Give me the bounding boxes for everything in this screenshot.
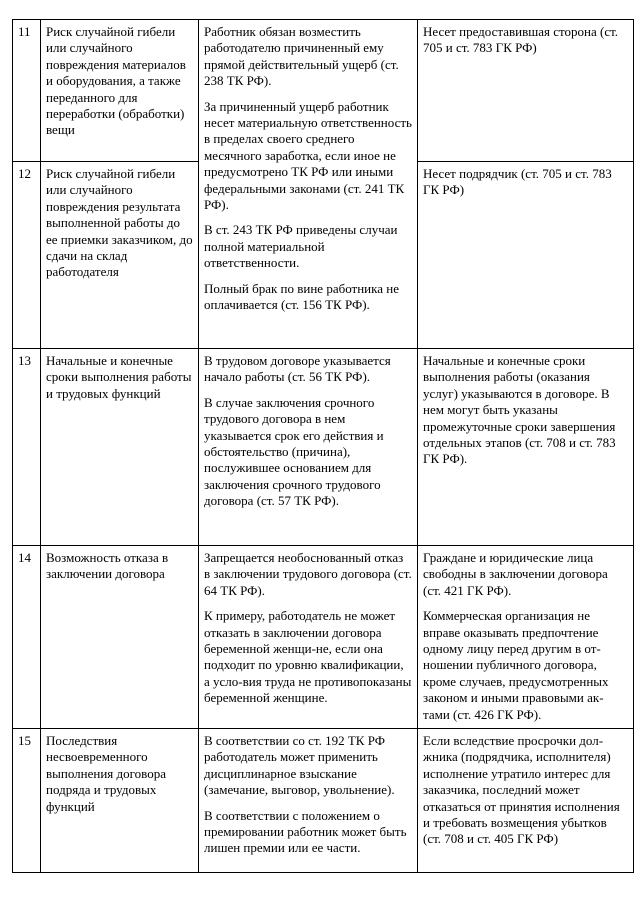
labor-law-cell [199,729,418,873]
civil-paragraph: Несет предоставившая сторона (ст. 705 и ст. 783 ГК РФ) [423,24,619,56]
table-row-15 [13,729,634,873]
table-row-11 [13,20,634,162]
topic-text: Возможность отказа в заключении договора [46,550,169,582]
row-number: 12 [13,162,41,349]
topic-text: Риск случайной гибели или случайного повреждения материалов и оборудования, а также переданного для переработки (обработки) вещи [46,24,186,138]
topic-text: Начальные и конечные сроки выполнения работы и трудовых функций [46,353,192,401]
row-topic [41,349,199,546]
labor-law-cell [199,349,418,546]
civil-paragraph: Несет подрядчик (ст. 705 и ст. 783 ГК РФ) [423,166,612,198]
labor-paragraph: Работник обязан возместить работодателю причиненный ему прямой действительный ущерб (ст. 238 ТК РФ). [204,24,399,89]
civil-law-cell [418,546,634,729]
civil-paragraph: Граждане и юридические лица свободны в заключении договора (ст. 421 ГК РФ). [423,550,608,598]
labor-paragraph: За причиненный ущерб работник несет материальную ответственность в пределах своего среднего месячного заработка, если иное не предусмотрено ТК РФ или иными федеральными законами (ст. 241 ТК РФ). [204,98,412,213]
labor-paragraph: В соответствии со ст. 192 ТК РФ работодатель может применить дисциплинарное взыскание (замечание, выговор, увольнение). [204,733,395,798]
labor-paragraph: Запрещается необоснованный отказ в заключении трудового договора (ст. 64 ТК РФ). [204,550,412,598]
row-topic [41,729,199,873]
civil-law-cell [418,729,634,873]
row-number: 15 [13,729,41,873]
labor-law-cell-merged [199,20,418,349]
labor-paragraph: В ст. 243 ТК РФ приведены случаи полной материальной ответственности. [204,222,398,271]
civil-paragraph: Если вследствие просрочки дол-жника (подрядчика, исполнителя) исполнение утратило интерес для заказчика, последний может отказаться от принятия исполнения и требовать возмещения убытков (ст. 708 и ст. 405 ГК РФ) [423,733,620,847]
row-topic [41,546,199,729]
civil-paragraph: Начальные и конечные сроки выполнения работы (оказания услуг) указываются в договоре. В нем могут быть указаны промежуточные сроки завершения отдельных этапов (ст. 708 и ст. 783 ГК РФ). [423,353,616,467]
row-number: 14 [13,546,41,729]
row-topic [41,162,199,349]
table-row-13 [13,349,634,546]
labor-law-cell [199,546,418,729]
labor-paragraph: К примеру, работодатель не может отказать в заключении договора беременной женщи-не, если она подходит по уровню квалификации, а усло-вия труда не противопоказаны беременной женщине. [204,608,412,706]
row-number: 13 [13,349,41,546]
civil-paragraph: Коммерческая организация не вправе оказывать предпочтение одному лицу перед другим в от-ношении публичного договора, кроме случаев, предусмотренных законом и иными правовыми ак-тами (ст. 426 ГК РФ). [423,608,609,722]
labor-paragraph: В случае заключения срочного трудового договора в нем указывается срок его действия и обстоятельство (причина), послужившее основанием для заключения срочного трудового договора (ст. 57 ТК РФ). [204,394,384,509]
row-topic [41,20,199,162]
civil-law-cell [418,20,634,162]
table-row-14 [13,546,634,729]
document-page [12,19,633,873]
row-number: 11 [13,20,41,162]
labor-paragraph: Полный брак по вине работника не оплачивается (ст. 156 ТК РФ). [204,280,400,313]
comparison-table [12,19,634,873]
civil-law-cell [418,349,634,546]
labor-paragraph: В трудовом договоре указывается начало работы (ст. 56 ТК РФ). [204,353,391,385]
labor-paragraph: В соответствии с положением о премировании работник может быть лишен премии или ее части. [204,807,407,856]
topic-text: Риск случайной гибели или случайного повреждения результата выполненной работы до ее приемки заказчиком, до сдачи на склад работодателя [46,166,193,280]
civil-law-cell [418,162,634,349]
topic-text: Последствия несвоевременного выполнения договора подряда и трудовых функций [46,733,166,814]
